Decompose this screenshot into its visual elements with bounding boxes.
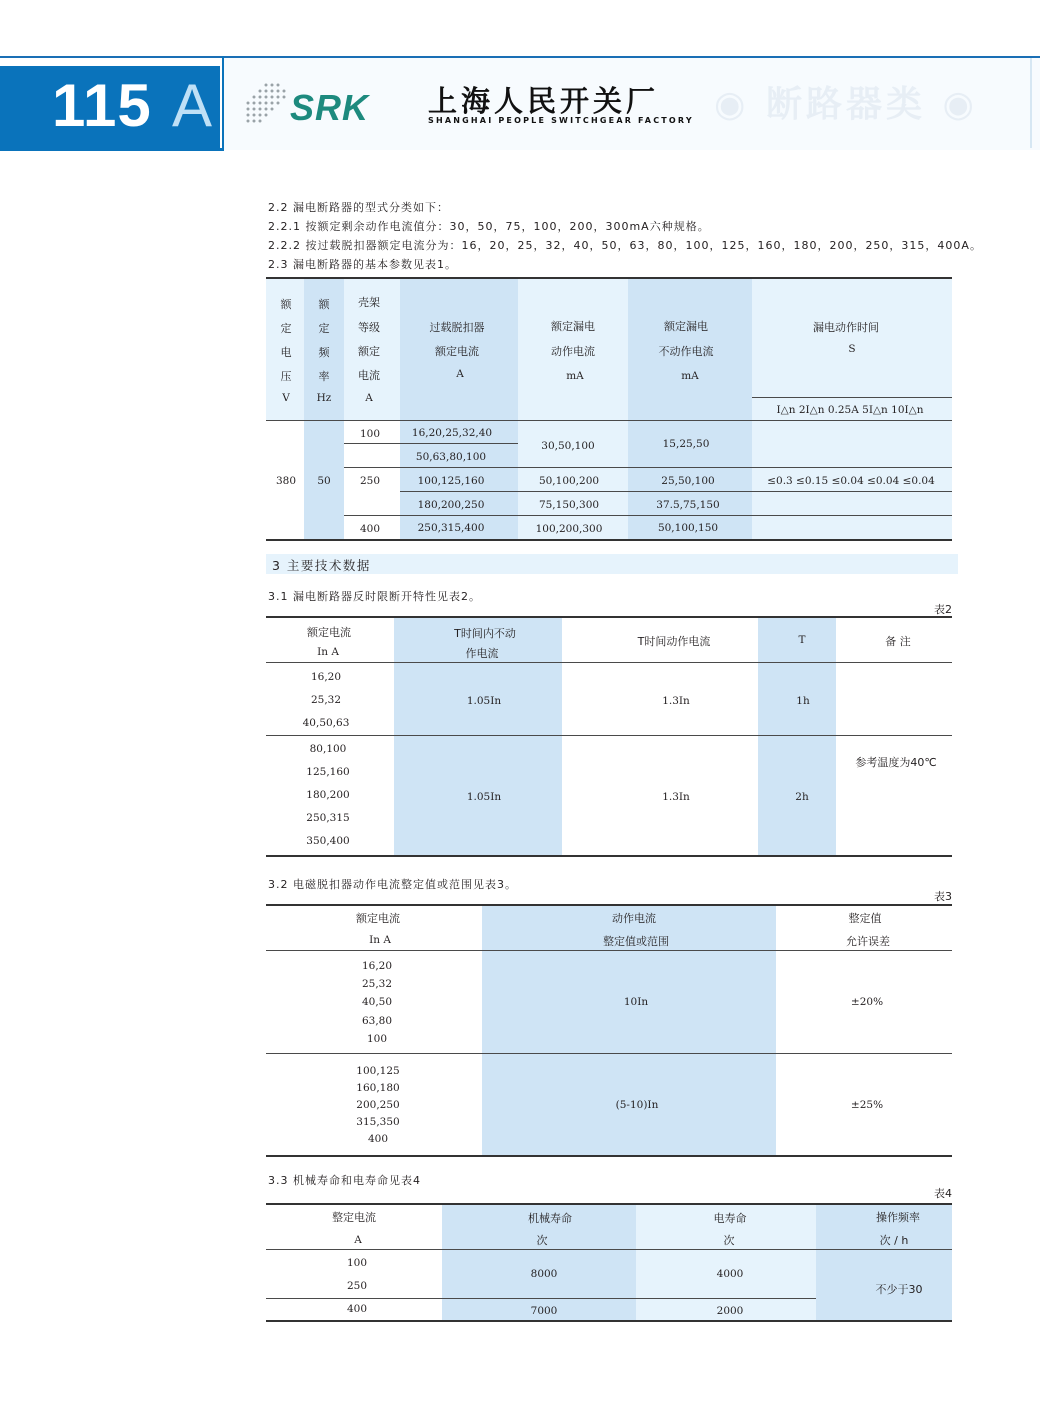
intro-line: 2.2.1 按额定剩余动作电流值分：30，50，75，100，200，300mA六种规格。 bbox=[268, 220, 710, 233]
nonop-current: 1.05In bbox=[466, 695, 502, 707]
col-op-freq-unit: 次 / h bbox=[879, 1234, 909, 1247]
col-leak-nonop-header: 额定漏电 bbox=[664, 320, 708, 333]
rated-current: 40,50,63 bbox=[302, 717, 350, 729]
elec-life: 2000 bbox=[716, 1305, 744, 1317]
frame-current: 400 bbox=[359, 523, 381, 535]
col-trip-time-header: 漏电动作时间 bbox=[813, 321, 879, 334]
col-leak-nonop-header: 不动作电流 bbox=[658, 345, 714, 358]
col-voltage-header: 定 bbox=[280, 322, 292, 335]
intro-line: 2.2.2 按过载脱扣器额定电流分为：16，20，25，32，40，50，63，80，100，125，160，180，200，250，315，400A。 bbox=[268, 239, 982, 252]
rated-current: 16,20 bbox=[361, 960, 393, 972]
overload-current: 16,20,25,32,40 bbox=[411, 427, 493, 439]
page-suffix: A bbox=[172, 72, 213, 139]
col-trip-time-unit: S bbox=[848, 343, 856, 355]
tolerance: ±25% bbox=[850, 1099, 884, 1111]
rated-current: 160,180 bbox=[356, 1082, 400, 1094]
section-3-title: 3 主要技术数据 bbox=[272, 558, 371, 573]
col-voltage-header: 额 bbox=[280, 298, 292, 311]
intro-line: 2.2 漏电断路器的型式分类如下： bbox=[268, 201, 449, 214]
col-frame-unit: A bbox=[365, 392, 373, 404]
col-rated-current-header: 额定电流 bbox=[356, 912, 400, 925]
nonop-current: 1.05In bbox=[466, 791, 502, 803]
logo-dots-icon bbox=[244, 82, 286, 126]
col-op-freq-header: 操作频率 bbox=[876, 1211, 920, 1224]
col-leak-op-unit: mA bbox=[566, 370, 584, 382]
leak-nonop-current: 15,25,50 bbox=[662, 438, 710, 450]
leak-op-current: 30,50,100 bbox=[541, 440, 595, 452]
rated-current: 100,125 bbox=[356, 1065, 400, 1077]
leak-nonop-current: 50,100,150 bbox=[657, 522, 719, 534]
section-3-2-text: 3.2 电磁脱扣器动作电流整定值或范围见表3。 bbox=[268, 878, 517, 891]
intro-line: 2.3 漏电断路器的基本参数见表1。 bbox=[268, 258, 457, 271]
overload-current: 180,200,250 bbox=[417, 499, 485, 511]
rated-current: 400 bbox=[367, 1133, 389, 1145]
overload-current: 250,315,400 bbox=[417, 522, 485, 534]
trip-times: ≤0.3 ≤0.15 ≤0.04 ≤0.04 ≤0.04 bbox=[767, 475, 935, 487]
rated-current: 125,160 bbox=[306, 766, 350, 778]
rated-current: 16,20 bbox=[310, 671, 342, 683]
col-mech-life-header: 机械寿命 bbox=[528, 1212, 572, 1225]
company-name-cn: 上海人民开关厂 bbox=[428, 84, 660, 118]
setting-current: 250 bbox=[346, 1280, 368, 1292]
col-leak-nonop-unit: mA bbox=[681, 370, 699, 382]
leak-op-current: 75,150,300 bbox=[538, 499, 600, 511]
overload-current: 50,63,80,100 bbox=[415, 451, 487, 463]
tolerance: ±20% bbox=[850, 996, 884, 1008]
col-voltage-header: 电 bbox=[280, 346, 292, 359]
mech-life: 7000 bbox=[530, 1305, 558, 1317]
col-mech-life-unit: 次 bbox=[536, 1234, 548, 1247]
col-rated-current-unit: In A bbox=[369, 934, 391, 946]
col-leak-op-header: 额定漏电 bbox=[551, 320, 595, 333]
time-value: 2h bbox=[795, 791, 809, 803]
table-2-label: 表2 bbox=[934, 603, 952, 616]
leak-nonop-current: 37.5,75,150 bbox=[656, 499, 720, 511]
col-freq-header: 额 bbox=[318, 298, 330, 311]
col-remark-header: 备 注 bbox=[885, 635, 911, 648]
rated-frequency: 50 bbox=[317, 475, 331, 487]
col-freq-header: 定 bbox=[318, 322, 330, 335]
col-trip-setting-header: 整定值或范围 bbox=[603, 935, 669, 948]
brand-logo: SRK bbox=[290, 87, 370, 128]
rated-current: 25,32 bbox=[310, 694, 342, 706]
leak-nonop-current: 25,50,100 bbox=[661, 475, 715, 487]
col-tolerance-header: 整定值 bbox=[848, 912, 882, 925]
rated-current: 80,100 bbox=[309, 743, 347, 755]
op-frequency: 不少于30 bbox=[875, 1283, 923, 1296]
header-bottom-rule bbox=[0, 148, 224, 151]
col-tolerance-header: 允许误差 bbox=[846, 935, 890, 948]
col-setting-current-header: 整定电流 bbox=[332, 1211, 376, 1224]
mech-life: 8000 bbox=[530, 1268, 558, 1280]
col-leak-op-header: 动作电流 bbox=[551, 345, 595, 358]
col-elec-life-unit: 次 bbox=[723, 1234, 735, 1247]
section-3-3-text: 3.3 机械寿命和电寿命见表4 bbox=[268, 1174, 421, 1187]
leak-op-current: 50,100,200 bbox=[538, 475, 600, 487]
col-freq-header: 频 bbox=[318, 346, 330, 359]
col-overload-header: 额定电流 bbox=[435, 345, 479, 358]
col-frame-header: 额定 bbox=[358, 345, 380, 358]
col-freq-unit: Hz bbox=[316, 392, 332, 404]
rated-current: 350,400 bbox=[306, 835, 350, 847]
setting-current: 400 bbox=[346, 1303, 368, 1315]
section-3-heading bbox=[266, 554, 958, 574]
time-value: 1h bbox=[796, 695, 810, 707]
col-op-current-header: T时间动作电流 bbox=[637, 635, 711, 648]
table-3-label: 表3 bbox=[934, 890, 952, 903]
col-freq-header: 率 bbox=[318, 370, 330, 383]
frame-current: 100 bbox=[359, 428, 381, 440]
col-rated-current-header: 额定电流 bbox=[307, 626, 351, 639]
col-voltage-unit: V bbox=[282, 392, 290, 404]
col-voltage-header: 压 bbox=[280, 370, 292, 383]
col-time-header: T bbox=[798, 634, 806, 646]
col-setting-current-unit: A bbox=[354, 1234, 362, 1246]
op-current: 1.3In bbox=[662, 791, 690, 803]
header-right-rule bbox=[1030, 58, 1032, 148]
setting-current: 100 bbox=[346, 1257, 368, 1269]
section-3-1-text: 3.1 漏电断路器反时限断开特性见表2。 bbox=[268, 590, 481, 603]
remark-note: 参考温度为40℃ bbox=[855, 756, 937, 769]
elec-life: 4000 bbox=[716, 1268, 744, 1280]
frame-current: 250 bbox=[359, 475, 381, 487]
rated-current: 180,200 bbox=[306, 789, 350, 801]
rated-current: 25,32 bbox=[361, 978, 393, 990]
header-top-rule bbox=[0, 56, 1040, 58]
col-nonop-current-header: T时间内不动 bbox=[454, 627, 516, 640]
rated-current: 200,250 bbox=[356, 1099, 400, 1111]
trip-setting: (5-10)In bbox=[615, 1099, 659, 1111]
op-current: 1.3In bbox=[662, 695, 690, 707]
col-frame-header: 电流 bbox=[358, 369, 380, 382]
col-nonop-current-header: 作电流 bbox=[465, 647, 499, 660]
category-title: ◉ 断路器类 ◉ bbox=[714, 84, 978, 125]
overload-current: 100,125,160 bbox=[417, 475, 485, 487]
rated-current: 40,50 bbox=[361, 996, 393, 1008]
col-overload-unit: A bbox=[456, 368, 464, 380]
trip-time-multiples: I△n 2I△n 0.25A 5I△n 10I△n bbox=[776, 404, 924, 416]
col-elec-life-header: 电寿命 bbox=[713, 1212, 747, 1225]
table-4-label: 表4 bbox=[934, 1187, 952, 1200]
col-overload-header: 过载脱扣器 bbox=[429, 321, 485, 334]
company-name-en: SHANGHAI PEOPLE SWITCHGEAR FACTORY bbox=[428, 116, 694, 125]
rated-voltage: 380 bbox=[275, 475, 297, 487]
col-frame-header: 壳架 bbox=[358, 296, 380, 309]
rated-current: 315,350 bbox=[356, 1116, 400, 1128]
col-rated-current-unit: In A bbox=[317, 646, 339, 658]
rated-current: 100 bbox=[366, 1033, 388, 1045]
rated-current: 63,80 bbox=[361, 1015, 393, 1027]
leak-op-current: 100,200,300 bbox=[535, 523, 603, 535]
header-divider bbox=[222, 56, 224, 150]
trip-setting: 10In bbox=[623, 996, 649, 1008]
rated-current: 250,315 bbox=[306, 812, 350, 824]
col-trip-setting-header: 动作电流 bbox=[612, 912, 656, 925]
col-frame-header: 等级 bbox=[358, 321, 380, 334]
page-number: 115 bbox=[52, 72, 152, 139]
